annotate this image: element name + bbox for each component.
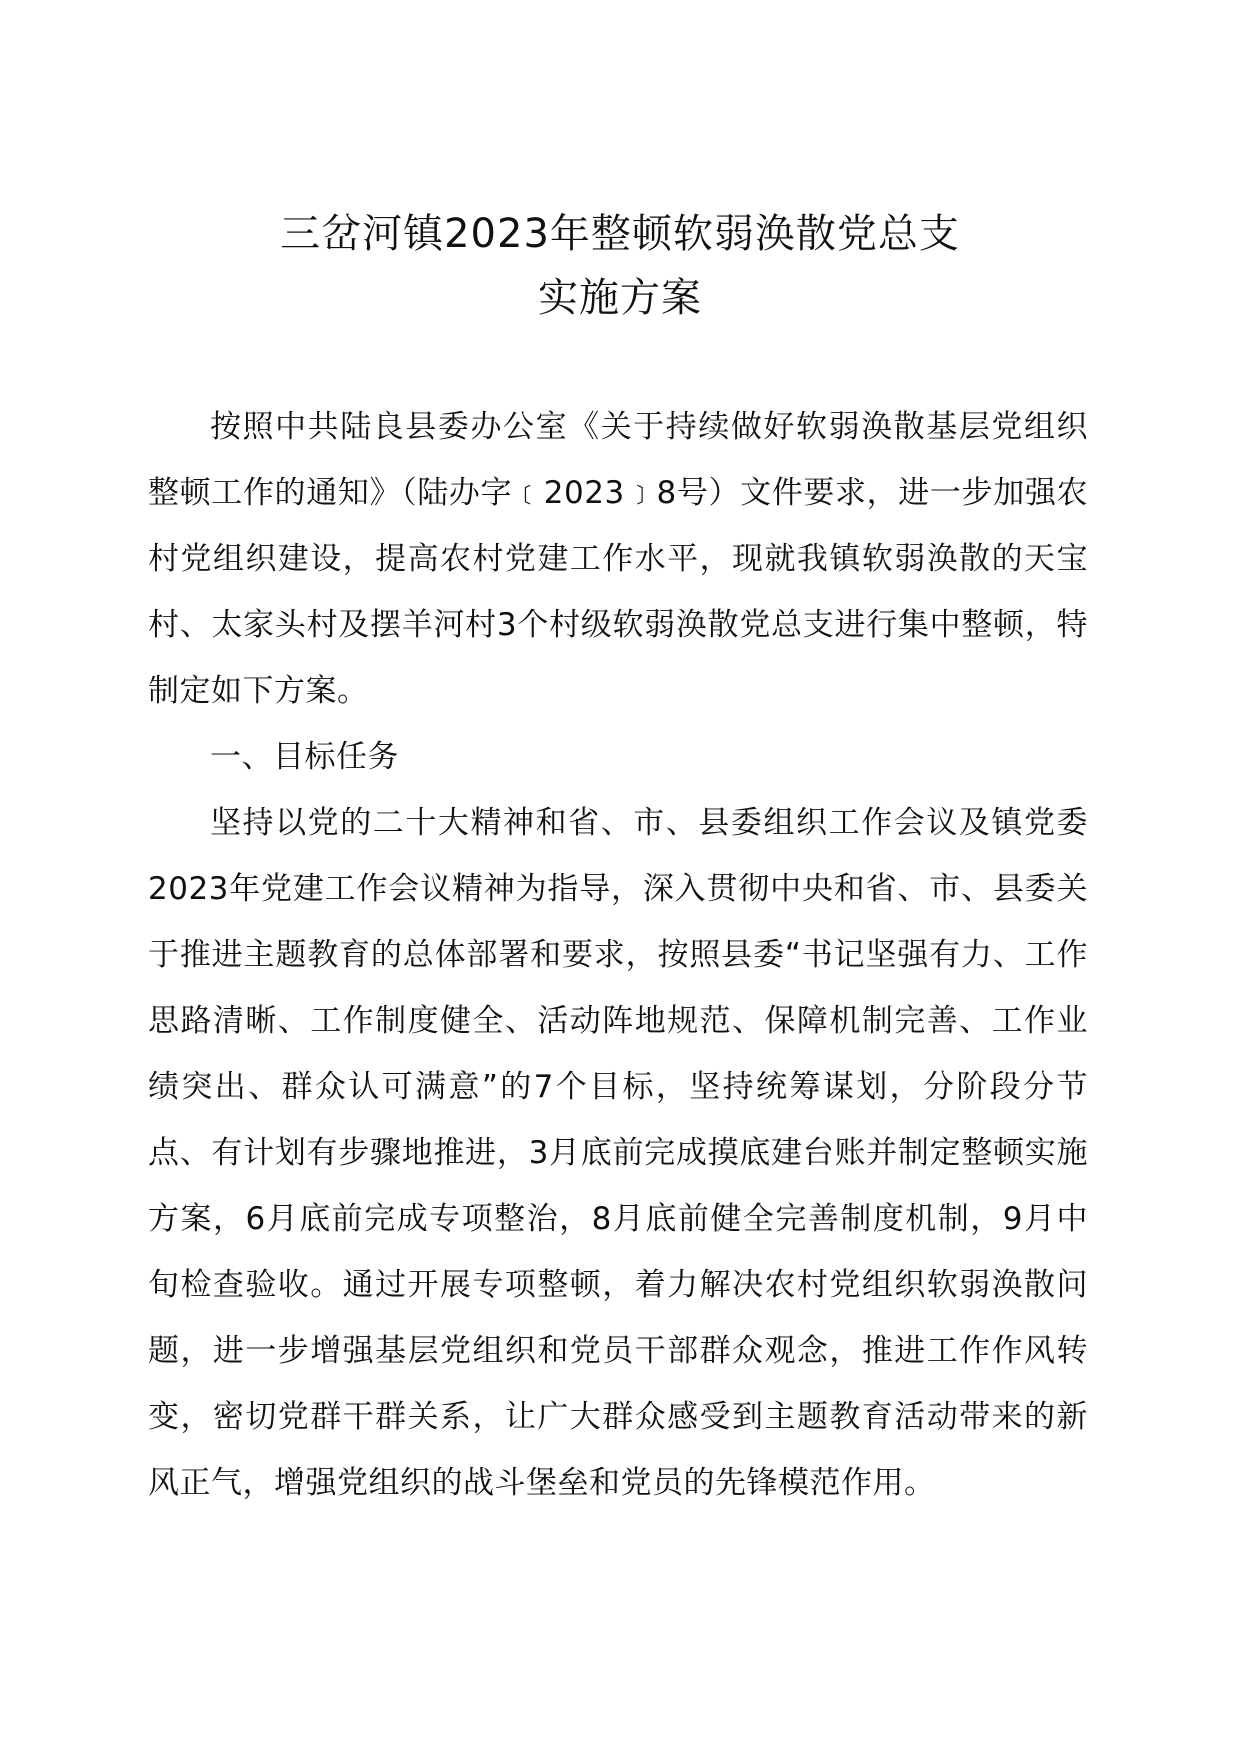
section-body-goals: 坚持以党的二十大精神和省、市、县委组织工作会议及镇党委2023年党建工作会议精神为指导，深入贯彻中央和省、市、县委关于推进主题教育的总体部署和要求，按照县委“书记坚强有力、工作思路清晰、工作制度健全、活动阵地规范、保障机制完善、工作业绩突出、群众认可满意”的7个目标，坚持统筹谋划，分阶段分节点、有计划有步骤地推进，3月底前完成摸底建台账并制定整顿实施方案，6月底前完成专项整治，8月底前健全完善制度机制，9月中旬检查验收。通过开展专项整顿，着力解决农村党组织软弱涣散问题，进一步增强基层党组织和党员干部群众观念，推进工作作风转变，密切党群干群关系，让广大群众感受到主题教育活动带来的新风正气，增强党组织的战斗堡垒和党员的先锋模范作用。 [148,805,1088,1501]
document-title-line1: 三岔河镇2023年整顿软弱涣散党总支 [280,211,960,257]
intro-paragraph: 按照中共陆良县委办公室《关于持续做好软弱涣散基层党组织整顿工作的通知》（陆办字﹝2023﹞8号）文件要求，进一步加强农村党组织建设，提高农村党建工作水平，现就我镇软弱涣散的天宝村、太家头村及摆羊河村3个村级软弱涣散党总支进行集中整顿，特制定如下方案。 [148,409,1088,709]
section-heading-goals: 一、目标任务 [210,739,399,775]
document-title-line2: 实施方案 [538,275,702,321]
